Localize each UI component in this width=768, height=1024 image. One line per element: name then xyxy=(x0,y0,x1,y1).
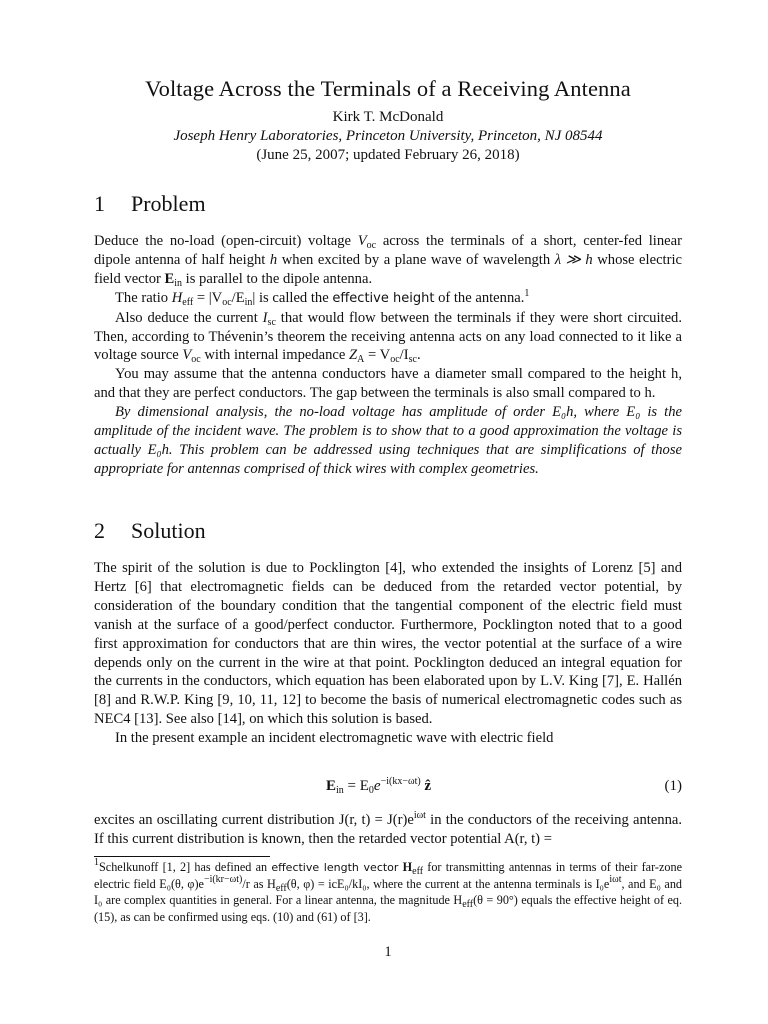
problem-paragraph-3: Also deduce the current $I_{sc}$ that would flow between the terminals if they were short circuited. Then, according to Thévenin’s theorem the receiving antenna acts on any load connected to it like a voltage source $V_{oc}$ with internal impedance $Z_A = V_{oc}/I_{sc}$. xyxy=(94,309,682,366)
solution-paragraph-2: In the present example an incident electromagnetic wave with electric field xyxy=(115,730,554,747)
section-title: Problem xyxy=(131,191,206,216)
section-number: 1 xyxy=(94,191,105,216)
problem-paragraph-1: Deduce the no-load (open-circuit) voltage $V_{oc}$ across the terminals of a short, center-fed linear dipole antenna of half height h when excited by a plane wave of wavelength λ ≫ h whose electric field vector $E_{in}$ is parallel to the dipole antenna. xyxy=(94,233,682,289)
problem-paragraph-5: By dimensional analysis, the no-load voltage has amplitude of order E₀h, where E₀ is the amplitude of the incident wave. The problem is to show that to a good approximation the voltage is actually E₀h. This problem can be addressed using techniques that are simplifications of those appropriate for antennas comprised of thick wires with complex geometries. xyxy=(94,404,682,477)
problem-paragraph-4: You may assume that the antenna conductors have a diameter small compared to the height h, and that they are perfect conductors. The gap between the terminals is also small compared to h. xyxy=(94,366,682,402)
equation-expression: $E_{in} = E_0e^{-i(kx-\omega t)}$ ẑ xyxy=(326,776,432,796)
term-effective-height: effective height xyxy=(332,290,435,306)
page-number: 1 xyxy=(384,944,392,960)
solution-continuation: excites an oscillating current distribution J(r, $t) = J(r)e^{i\omega t}$ in the conductors of the receiving antenna. If this current distribution is known, then the retarded vector potential A(r, t) = xyxy=(94,810,682,847)
equation-number: (1) xyxy=(664,778,682,794)
problem-body xyxy=(94,232,682,479)
author-name: Kirk T. McDonald xyxy=(332,109,444,125)
solution-body xyxy=(94,559,682,748)
equation-1 xyxy=(94,778,682,800)
paper-date: (June 25, 2007; updated February 26, 2018) xyxy=(256,147,520,163)
footnote-1: $^1$Schelkunoff [1, 2] has defined an effective length vector $H_{eff}$ for transmitting antennas in terms of their far-zone electric field E₀(θ, $\varphi)e^{-i(kr-\omega t)}/r$ as $H_{eff}(\theta$, φ) = icE₀/kI₀, where the current at the antenna terminals is $I_0e^{i\omega t}$, and E₀ and I₀ are complex quantities in general. For a linear antenna, the magnitude $H_{eff}(\theta = 90^\circ)$ equals the effective height of eq. (15), as can be confirmed using eqs. (10) and (61) of [3]. xyxy=(94,857,683,924)
problem-paragraph-2: The ratio $H_{eff} = |V_{oc}/E_{in}|$ is called the effective height of the antenna.$^1$ xyxy=(115,287,530,308)
section-heading-solution xyxy=(94,518,206,544)
paper-title: Voltage Across the Terminals of a Receiving Antenna xyxy=(145,76,631,101)
author-affiliation: Joseph Henry Laboratories, Princeton University, Princeton, NJ 08544 xyxy=(173,128,603,144)
section-title: Solution xyxy=(131,518,206,543)
section-number: 2 xyxy=(94,518,105,543)
footnote-rule xyxy=(94,856,270,857)
section-heading-problem xyxy=(94,191,206,217)
footnote-marker: 1 xyxy=(524,287,530,299)
solution-paragraph-1: The spirit of the solution is due to Pocklington [4], who extended the insights of Lorenz [5] and Hertz [6] that electromagnetic fields can be deduced from the retarded vector potential, by consideration of the boundary condition that the tangential component of the electric field must vanish at the surface of a good/perfect conductor. Furthermore, Pocklington noted that to a good first approximation for conductors that are thin wires, the vector potential at the surface of a wire depends only on the current in the wire at that point. Pocklington deduced an integral equation for the currents in the conductors, which equation has been elaborated upon by L.V. King [7], E. Hallén [8] and R.W.P. King [9, 10, 11, 12] to become the basis of numerical electromagnetic codes such as NEC4 [13]. See also [14], on which this solution is based. xyxy=(94,560,682,728)
